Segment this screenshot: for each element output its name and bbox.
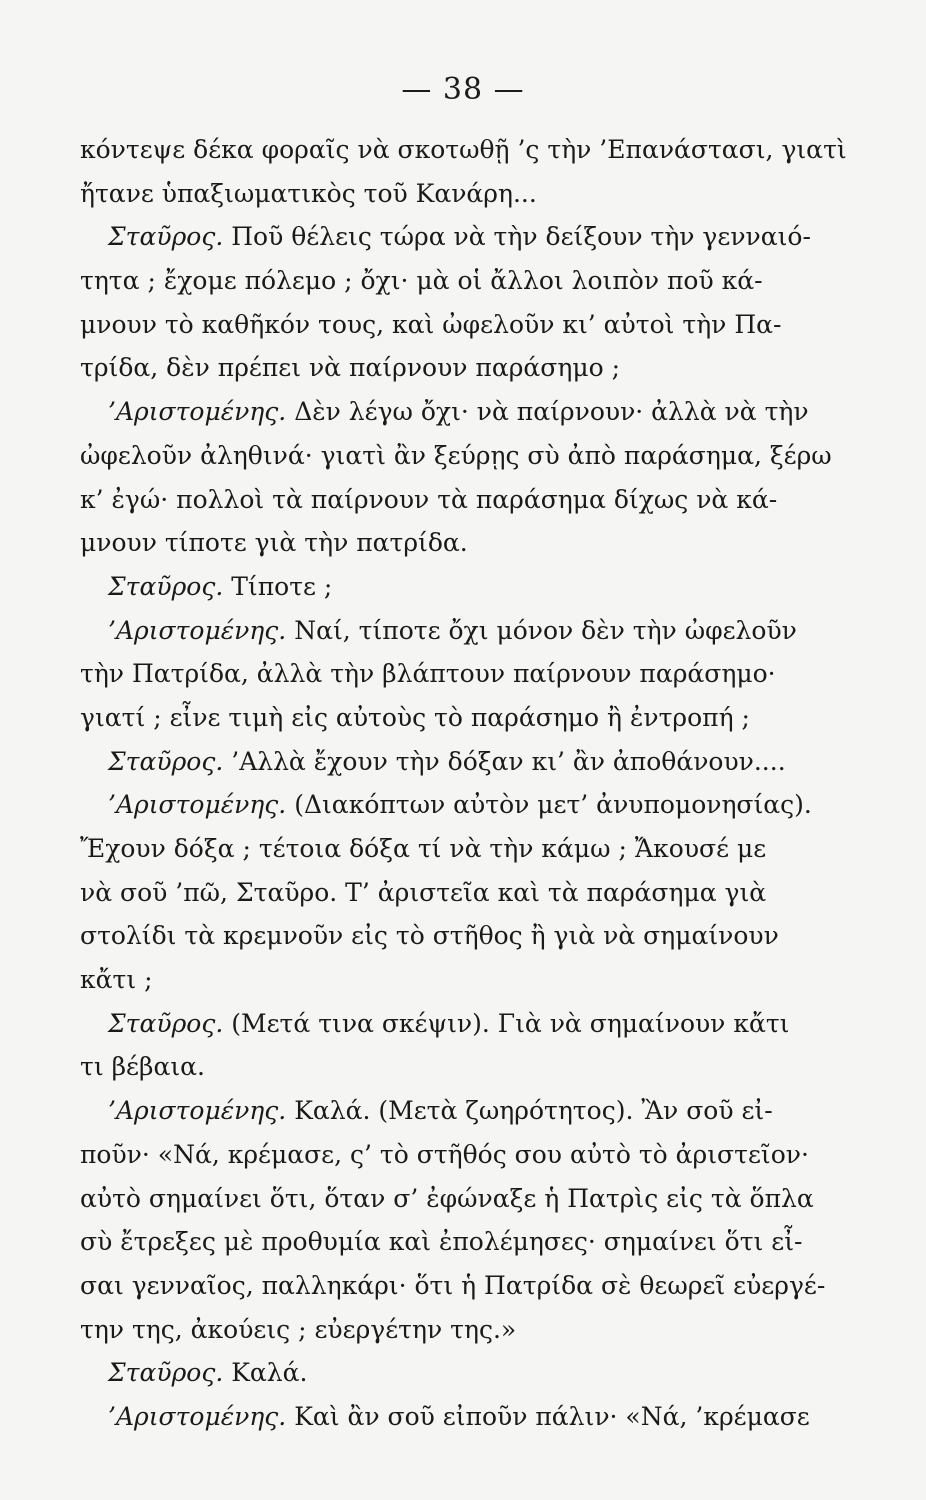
line-text: ἤτανε ὑπαξιωματικὸς τοῦ Κανάρη...	[80, 178, 537, 208]
line-text: (Διακόπτων αὐτὸν μετ’ ἀνυπομονησίας).	[286, 790, 812, 820]
text-line	[80, 871, 880, 915]
line-text: Καὶ ἂν σοῦ εἰποῦν πάλιν· «Νά, ’κρέμασε	[286, 1401, 810, 1431]
text-line	[80, 346, 880, 390]
line-text: Ναί, τίποτε ὄχι μόνον δὲν τὴν ὠφελοῦν	[286, 615, 797, 645]
text-line	[80, 652, 880, 696]
line-text: σὺ ἔτρεξες μὲ προθυμία καὶ ἐπολέμησες· σημαίνει ὅτι εἶ-	[80, 1227, 803, 1257]
page-number: — 38 —	[401, 72, 525, 107]
line-text: ’Αλλὰ ἔχουν τὴν δόξαν κι’ ἂν ἀποθάνουν....	[223, 746, 786, 776]
text-body	[80, 128, 880, 1439]
text-line	[80, 609, 880, 653]
text-line	[80, 390, 880, 434]
line-text: γιατί ; εἶνε τιμὴ εἰς αὐτοὺς τὸ παράσημο ἢ ἐντροπή ;	[80, 702, 750, 732]
line-text: κ’ ἐγώ· πολλοὶ τὰ παίρνουν τὰ παράσημα δίχως νὰ κά-	[80, 484, 778, 514]
line-text: τὴν Πατρίδα, ἀλλὰ τὴν βλάπτουν παίρνουν παράσημο·	[80, 659, 776, 689]
line-text: αὐτὸ σημαίνει ὅτι, ὅταν σ’ ἐφώναξε ἡ Πατρὶς εἰς τὰ ὅπλα	[80, 1183, 814, 1213]
speaker-name: ’Αριστομένης.	[108, 1401, 287, 1431]
speaker-name: Σταῦρος.	[108, 222, 224, 252]
text-line	[80, 827, 880, 871]
text-line	[80, 1133, 880, 1177]
speaker-name: Σταῦρος.	[108, 1008, 224, 1038]
line-text: μνουν τὸ καθῆκόν τους, καὶ ὠφελοῦν κι’ αὐτοὶ τὴν Πα-	[80, 309, 782, 339]
text-line	[80, 303, 880, 347]
text-line	[80, 1351, 880, 1395]
text-line	[80, 1177, 880, 1221]
text-line	[80, 783, 880, 827]
speaker-name: ’Αριστομένης.	[108, 615, 287, 645]
line-text: Ἔχουν δόξα ; τέτοια δόξα τί νὰ τὴν κάμω ; Ἄκουσέ με	[80, 834, 767, 863]
line-text: Καλά. (Μετὰ ζωηρότητος). Ἂν σοῦ εἰ-	[286, 1096, 773, 1126]
line-text: την της, ἀκούεις ; εὐεργέτην της.»	[80, 1314, 517, 1344]
text-line	[80, 215, 880, 259]
text-line	[80, 259, 880, 303]
speaker-name: ’Αριστομένης.	[108, 397, 287, 427]
text-line	[80, 478, 880, 522]
line-text: ποῦν· «Νά, κρέμασε, ς’ τὸ στῆθός σου αὐτὸ τὸ ἀριστεῖον·	[80, 1139, 809, 1169]
line-text: σαι γενναῖος, παλληκάρι· ὅτι ἡ Πατρίδα σὲ θεωρεῖ εὐεργέ-	[80, 1270, 826, 1300]
speaker-name: ’Αριστομένης.	[108, 1096, 287, 1126]
line-text: τρίδα, δὲν πρέπει νὰ παίρνουν παράσημο ;	[80, 353, 621, 383]
line-text: Τίποτε ;	[223, 571, 333, 601]
text-line	[80, 696, 880, 740]
line-text: Δὲν λέγω ὄχι· νὰ παίρνουν· ἀλλὰ νὰ τὴν	[286, 397, 809, 427]
text-line	[80, 1220, 880, 1264]
text-line	[80, 1089, 880, 1133]
line-text: κἄτι ;	[80, 965, 153, 995]
text-line	[80, 521, 880, 565]
line-text: νὰ σοῦ ’πῶ, Σταῦρο. Τ’ ἀριστεῖα καὶ τὰ παράσημα γιὰ	[80, 877, 767, 907]
text-line	[80, 565, 880, 609]
line-text: μνουν τίποτε γιὰ τὴν πατρίδα.	[80, 528, 468, 558]
line-text: στολίδι τὰ κρεμνοῦν εἰς τὸ στῆθος ἢ γιὰ νὰ σημαίνουν	[80, 921, 779, 951]
line-text: τητα ; ἔχομε πόλεμο ; ὄχι· μὰ οἱ ἄλλοι λοιπὸν ποῦ κά-	[80, 266, 763, 296]
line-text: τι βέβαια.	[80, 1052, 205, 1082]
text-line	[80, 128, 880, 172]
speaker-name: ’Αριστομένης.	[108, 790, 287, 820]
text-line	[80, 172, 880, 216]
text-line	[80, 958, 880, 1002]
text-line	[80, 1308, 880, 1352]
line-text: Καλά.	[223, 1358, 308, 1388]
line-text: κόντεψε δέκα φοραῖς νὰ σκοτωθῇ ’ς τὴν ’Επανάστασι, γιατὶ	[80, 135, 847, 164]
text-line	[80, 914, 880, 958]
speaker-name: Σταῦρος.	[108, 746, 224, 776]
line-text: ὠφελοῦν ἀληθινά· γιατὶ ἂν ξεύρῃς σὺ ἀπὸ παράσημα, ξέρω	[80, 440, 832, 470]
text-line	[80, 434, 880, 478]
line-text: Ποῦ θέλεις τώρα νὰ τὴν δείξουν τὴν γενναιό-	[223, 222, 811, 252]
speaker-name: Σταῦρος.	[108, 571, 224, 601]
text-line	[80, 740, 880, 784]
text-line	[80, 1002, 880, 1046]
text-line	[80, 1264, 880, 1308]
text-line	[80, 1045, 880, 1089]
text-line	[80, 1395, 880, 1439]
speaker-name: Σταῦρος.	[108, 1358, 224, 1388]
line-text: (Μετά τινα σκέψιν). Γιὰ νὰ σημαίνουν κἄτι	[223, 1008, 790, 1038]
